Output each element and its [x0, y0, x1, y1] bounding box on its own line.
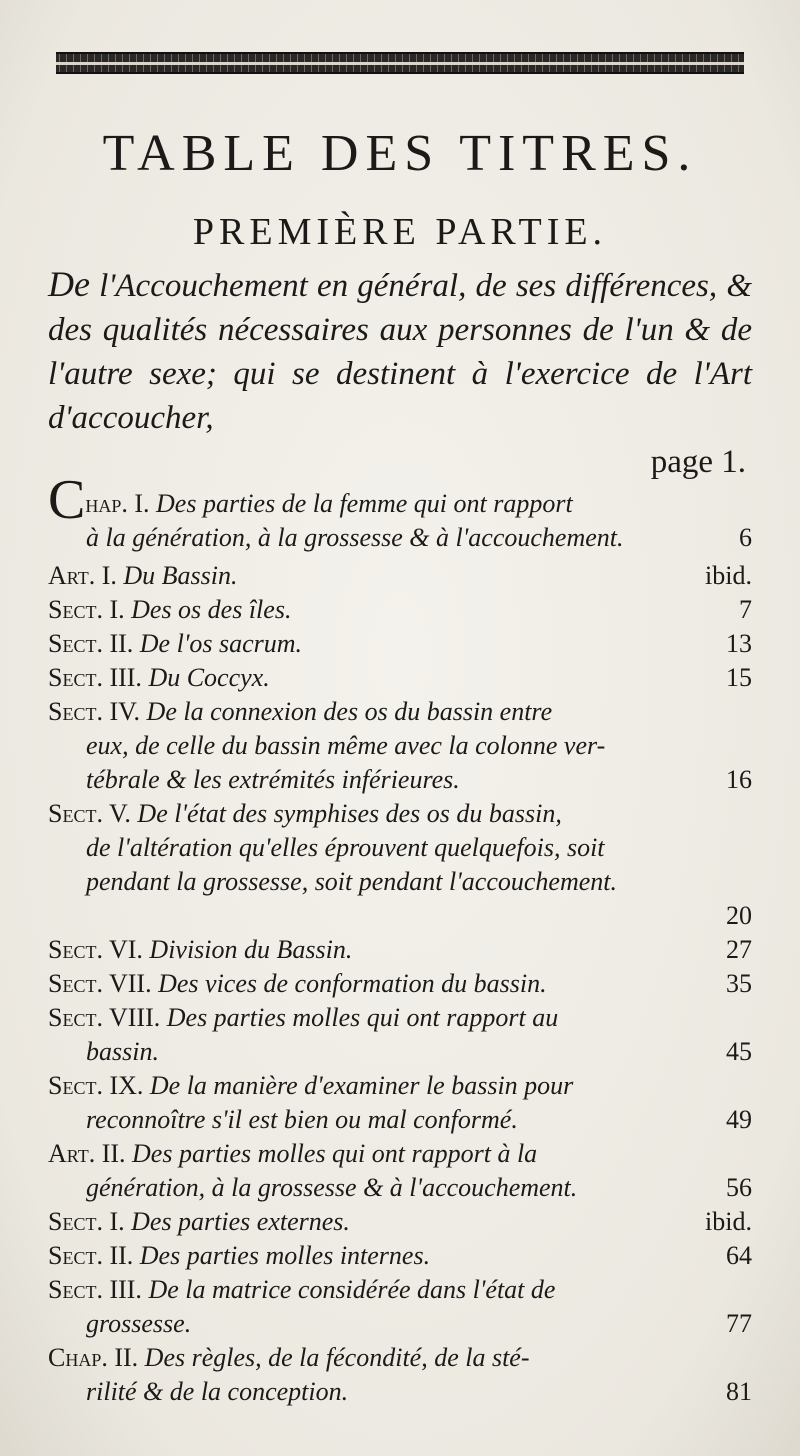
- toc-entry: [48, 1069, 752, 1137]
- toc-text: De la connexion des os du bassin entre: [146, 697, 553, 726]
- toc-text: De la manière d'examiner le bassin pour: [149, 1071, 574, 1100]
- toc-page: 64: [726, 1241, 752, 1270]
- part-heading: PREMIÈRE PARTIE.: [192, 211, 608, 253]
- toc-entry: [48, 1001, 752, 1069]
- table-of-contents: [48, 469, 752, 1409]
- toc-label: Chap. I.: [48, 469, 150, 531]
- toc-entry: [48, 1205, 752, 1239]
- toc-text-cont: tébrale & les extrémités inférieures.: [86, 765, 460, 794]
- toc-text-cont: grossesse.: [86, 1309, 192, 1338]
- toc-text: Des parties de la femme qui ont rapport: [156, 489, 573, 518]
- toc-page: 15: [726, 663, 752, 692]
- toc-label: Sect. I.: [48, 1207, 125, 1236]
- toc-entry: [48, 695, 752, 797]
- toc-entry: [48, 797, 752, 933]
- toc-text-cont: de l'altération qu'elles éprouvent quelquefois, soit: [86, 833, 605, 862]
- toc-label: Sect. VI.: [48, 935, 143, 964]
- toc-label: Sect. II.: [48, 1241, 134, 1270]
- toc-label: Sect. VII.: [48, 969, 152, 998]
- toc-entry: [48, 967, 752, 1001]
- toc-page: 16: [726, 765, 752, 794]
- toc-label: Sect. II.: [48, 629, 134, 658]
- toc-text: Des parties molles qui ont rapport à la: [132, 1139, 538, 1168]
- toc-text: Des vices de conformation du bassin.: [158, 969, 547, 998]
- toc-entry: [48, 933, 752, 967]
- toc-label: Chap. II.: [48, 1343, 139, 1372]
- toc-label: Sect. I.: [48, 595, 125, 624]
- toc-entry: [48, 593, 752, 627]
- toc-text-cont: reconnoître s'il est bien ou mal conformé.: [86, 1105, 518, 1134]
- toc-text: Des parties molles internes.: [139, 1241, 431, 1270]
- toc-entry: [48, 1137, 752, 1205]
- toc-entry: [48, 559, 752, 593]
- toc-page: 20: [726, 901, 752, 930]
- intro-lead: De: [48, 264, 90, 304]
- toc-page: 56: [726, 1173, 752, 1202]
- toc-text: Des parties molles qui ont rapport au: [166, 1003, 559, 1032]
- intro-paragraph: [48, 262, 752, 484]
- toc-text: De la matrice considérée dans l'état de: [148, 1275, 556, 1304]
- toc-page: ibid.: [705, 1207, 752, 1236]
- toc-text: Du Bassin.: [123, 561, 238, 590]
- toc-text: Division du Bassin.: [149, 935, 353, 964]
- intro-page: page 1.: [650, 444, 746, 480]
- ornamental-rule: [56, 52, 744, 74]
- toc-text: Des règles, de la fécondité, de la sté-: [144, 1343, 530, 1372]
- toc-page: 45: [726, 1037, 752, 1066]
- toc-label: Sect. IX.: [48, 1071, 144, 1100]
- toc-text: Des os des îles.: [131, 595, 292, 624]
- toc-page: 6: [739, 523, 752, 552]
- toc-entry: [48, 661, 752, 695]
- toc-entry: [48, 1239, 752, 1273]
- toc-label: Sect. III.: [48, 663, 142, 692]
- toc-page: 81: [726, 1377, 752, 1406]
- toc-text-cont: génération, à la grossesse & à l'accouchement.: [86, 1173, 578, 1202]
- toc-text-cont: rilité & de la conception.: [86, 1377, 349, 1406]
- toc-entry: [48, 1273, 752, 1341]
- toc-page: 49: [726, 1105, 752, 1134]
- toc-page: 7: [739, 595, 752, 624]
- toc-label: Art. I.: [48, 561, 117, 590]
- toc-page: 77: [726, 1309, 752, 1338]
- toc-text: Des parties externes.: [131, 1207, 350, 1236]
- toc-page: 35: [726, 969, 752, 998]
- toc-page: 27: [726, 935, 752, 964]
- toc-text-cont: à la génération, à la grossesse & à l'accouchement.: [86, 523, 624, 552]
- page-title: TABLE DES TITRES.: [102, 125, 698, 182]
- toc-label: Art. II.: [48, 1139, 126, 1168]
- toc-text: De l'os sacrum.: [139, 629, 303, 658]
- toc-text: Du Coccyx.: [148, 663, 270, 692]
- toc-entry: [48, 1341, 752, 1409]
- toc-text: De l'état des symphises des os du bassin,: [137, 799, 562, 828]
- toc-page: ibid.: [705, 561, 752, 590]
- toc-entry: [48, 627, 752, 661]
- toc-entry: [48, 469, 752, 555]
- toc-label: Sect. VIII.: [48, 1003, 161, 1032]
- toc-label: Sect. III.: [48, 1275, 142, 1304]
- intro-text: l'Accouchement en général, de ses différences, & des qualités nécessaires aux personnes de l'un & de l'autre sexe; qui se destinent à l'exercice de l'Art d'accoucher,: [48, 268, 752, 436]
- toc-label: Sect. V.: [48, 799, 131, 828]
- toc-text-cont: eux, de celle du bassin même avec la colonne ver-: [86, 731, 606, 760]
- toc-text-cont: pendant la grossesse, soit pendant l'accouchement.: [86, 867, 618, 896]
- toc-text-cont: bassin.: [86, 1037, 159, 1066]
- toc-label: Sect. IV.: [48, 697, 141, 726]
- toc-page: 13: [726, 629, 752, 658]
